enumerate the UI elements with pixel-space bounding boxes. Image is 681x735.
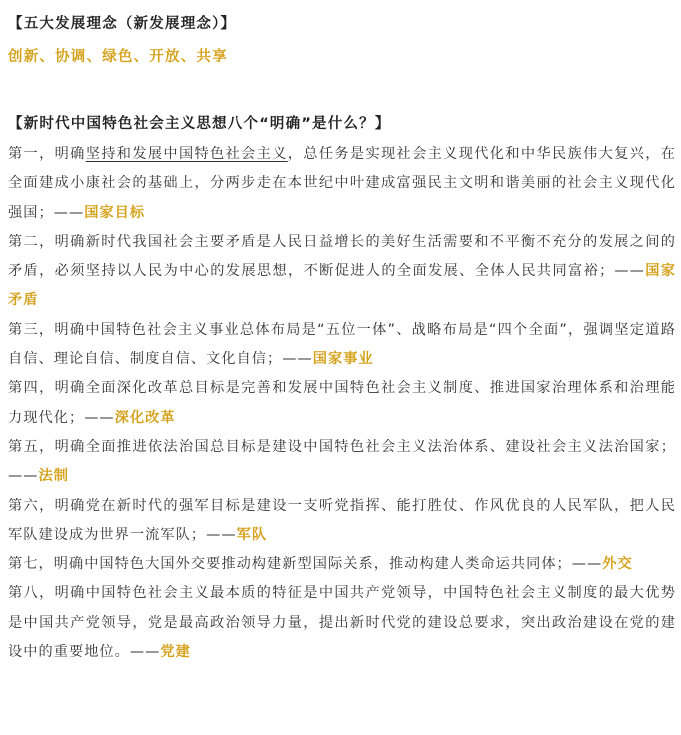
clarification-item-1 <box>8 140 676 228</box>
item-text: 第三，明确中国特色社会主义事业总体布局是“五位一体”、战略布局是“四个全面”，强调坚定道路自信、理论自信、制度自信、文化自信；—— <box>8 321 676 368</box>
clarification-item-5 <box>8 433 676 492</box>
clarification-item-2 <box>8 228 676 316</box>
item-text: 第八，明确中国特色社会主义最本质的特征是中国共产党领导，中国特色社会主义制度的最大优势是中国共产党领导，党是最高政治领导力量，提出新时代党的建设总要求，突出政治建设在党的建设中的重要地位。—— <box>8 585 676 661</box>
item-tag: 外交 <box>602 556 633 573</box>
clarification-item-6 <box>8 492 676 551</box>
item-underlined-phrase: 坚持和发展中国特色社会主义 <box>85 146 288 162</box>
five-concepts-list: 创新、协调、绿色、开放、共享 <box>8 49 228 65</box>
clarifications-list <box>8 140 676 667</box>
item-text: ，总任务是实现社会主义现代化和中华民族伟大复兴，在全面建成小康社会的基础上，分两步走在本世纪中叶建成富强民主文明和谐美丽的社会主义现代化强国；—— <box>8 146 676 221</box>
item-text: 第五，明确全面推进依法治国总目标是建设中国特色社会主义法治体系、建设社会主义法治国家；—— <box>8 438 676 485</box>
item-text: 第七，明确中国特色大国外交要推动构建新型国际关系，推动构建人类命运共同体；—— <box>8 556 603 573</box>
clarification-item-4 <box>8 374 676 433</box>
item-tag: 国家目标 <box>84 204 146 221</box>
clarification-item-3 <box>8 316 676 375</box>
item-tag: 法制 <box>38 468 69 485</box>
item-tag: 国家矛盾 <box>8 263 676 309</box>
item-prefix: 第一，明确 <box>8 146 86 162</box>
clarification-item-7 <box>8 550 676 579</box>
item-text: 第六，明确党在新时代的强军目标是建设一支听党指挥、能打胜仗、作风优良的人民军队，把人民军队建设成为世界一流军队；—— <box>8 497 676 543</box>
section-title-five-concepts: 【五大发展理念（新发展理念）】 <box>8 16 237 32</box>
item-tag: 深化改革 <box>114 409 176 426</box>
clarification-item-8 <box>8 579 676 667</box>
item-tag: 国家事业 <box>312 351 374 368</box>
item-tag: 军队 <box>236 526 268 543</box>
item-tag: 党建 <box>160 644 191 661</box>
section-title-eight-clarifications: 【新时代中国特色社会主义思想八个“明确”是什么？】 <box>8 116 391 132</box>
item-text: 第四，明确全面深化改革总目标是完善和发展中国特色社会主义制度、推进国家治理体系和治理能力现代化；—— <box>8 380 676 426</box>
item-text: 第二，明确新时代我国社会主要矛盾是人民日益增长的美好生活需要和不平衡不充分的发展之间的矛盾，必须坚持以人民为中心的发展思想，不断促进人的全面发展、全体人民共同富裕；—— <box>8 233 676 280</box>
